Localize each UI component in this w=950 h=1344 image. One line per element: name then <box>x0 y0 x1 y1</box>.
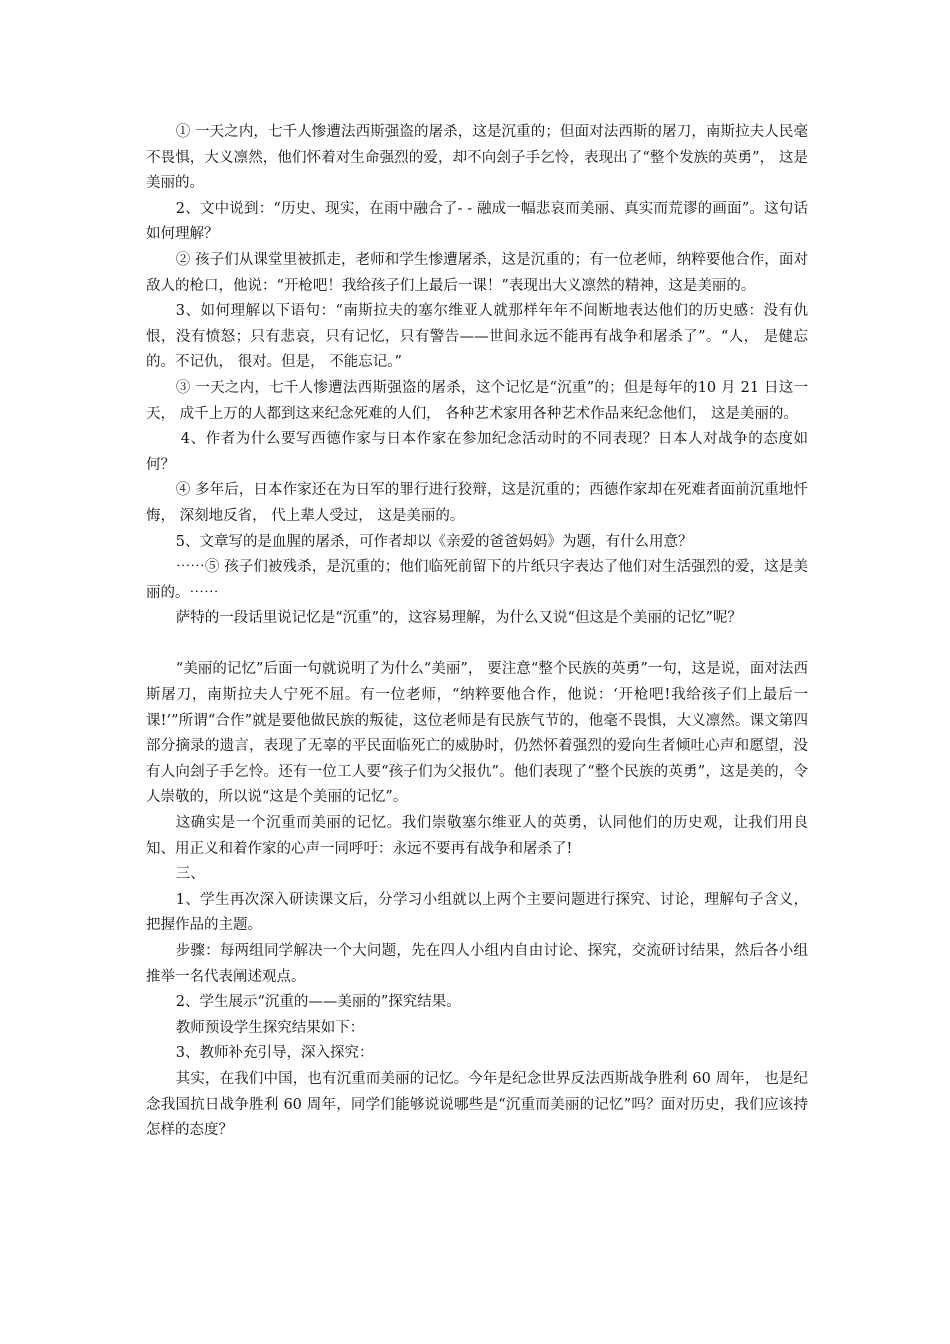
paragraph-china-memory: 其实，在我们中国，也有沉重而美丽的记忆。今年是纪念世界反法西斯战争胜利 60 周年， 也是纪念我国抗日战争胜利 60 周年，同学们能够说说哪些是“沉重而美丽的记忆”吗？面对历史，我们应该持怎样的态度？ <box>146 1070 808 1139</box>
section-heading-three: 三、 <box>175 866 205 883</box>
paragraph-answer-1: ① 一天之内，七千人惨遭法西斯强盗的屠杀，这是沉重的；但面对法西斯的屠刀，南斯拉夫人民毫不畏惧，大义凛然，他们怀着对生命强烈的爱，却不向刽子手乞怜，表现出了“整个发族的英勇”， 这是美丽的。 <box>146 124 808 192</box>
paragraph-teacher-preset: 教师预设学生探究结果如下： <box>175 1019 365 1036</box>
paragraph-step-3: 3、教师补充引导，深入探究： <box>175 1045 374 1062</box>
paragraph-answer-3: ③ 一天之内，七千人惨遭法西斯强盗的屠杀，这个记忆是“沉重”的；但是每年的10 月 21 日这一天， 成千上万的人都到这来纪念死难的人们， 各种艺术家用各种艺术作品来纪念他们， 这是美丽的。 <box>146 379 808 422</box>
paragraph-answer-5: ⋯⋯⑤ 孩子们被残杀，是沉重的；他们临死前留下的片纸只字表达了他们对生活强烈的爱，这是美丽的。⋯⋯ <box>146 559 808 601</box>
paragraph-sartre-question: 萨特的一段话里说记忆是“沉重”的，这容易理解，为什么又说“但这是个美丽的记忆”呢？ <box>175 610 742 627</box>
paragraph-answer-4: ④ 多年后，日本作家还在为日军的罪行进行狡辩，这是沉重的；西德作家却在死难者面前沉重地忏悔， 深刻地反省， 代上辈人受过， 这是美丽的。 <box>146 482 808 524</box>
paragraph-question-4: 4、作者为什么要写西德作家与日本作家在参加纪念活动时的不同表现？日本人对战争的态度如何？ <box>146 431 808 473</box>
document-page <box>146 120 808 1144</box>
paragraph-question-2: 2、文中说到：“历史、现实，在雨中融合了- - 融成一幅悲哀而美丽、真实而荒谬的画面”。这句话如何理解？ <box>146 200 808 243</box>
paragraph-step-2: 2、学生展示“沉重的——美丽的”探究结果。 <box>175 994 461 1011</box>
paragraph-conclusion: 这确实是一个沉重而美丽的记忆。我们崇敬塞尔维亚人的英勇，认同他们的历史观，让我们用良知、用正义和着作家的心声一同呼吁：永远不要再有战争和屠杀了! <box>146 815 808 857</box>
paragraph-answer-2: ② 孩子们从课堂里被抓走，老师和学生惨遭屠杀，这是沉重的；有一位老师，纳粹要他合作，面对敌人的枪口，他说：“开枪吧！我给孩子们上最后一课！”表现出大义凛然的精神，这是美丽的。 <box>146 251 808 294</box>
paragraph-procedure: 步骤：每两组同学解决一个大问题，先在四人小组内自由讨论、探究，交流研讨结果，然后各小组推举一名代表阐述观点。 <box>146 943 808 985</box>
paragraph-beautiful-memory-explanation: “美丽的记忆”后面一句就说明了为什么“美丽”， 要注意“整个民族的英勇”一句，这是说，面对法西斯屠刀，南斯拉夫人宁死不屈。有一位老师，“纳粹要他合作，他说：‘开枪吧!我给孩子们上最后一课!’”所谓“合作”就是要他做民族的叛徒，这位老师是有民族气节的，他毫不畏惧，大义凛然。课文第四部分摘录的遗言，表现了无辜的平民面临死亡的威胁时，仍然怀着强烈的爱向生者倾吐心声和愿望，没有人向刽子手乞怜。还有一位工人要“孩子们为父报仇”。他们表现了“整个民族的英勇”，这是美的，令人崇敬的，所以说“这是个美丽的记忆”。 <box>146 661 808 806</box>
paragraph-step-1: 1、学生再次深入研读课文后，分学习小组就以上两个主要问题进行探究、讨论，理解句子含义，把握作品的主题。 <box>146 891 808 934</box>
paragraph-question-3: 3、如何理解以下语句：“南斯拉夫的塞尔维亚人就那样年年不间断地表达他们的历史感：没有仇恨，没有愤怒；只有悲哀，只有记忆，只有警告——世间永远不能再有战争和屠杀了”。“人， 是健忘的。不记仇， 很对。但是， 不能忘记。” <box>146 303 808 371</box>
blank-line <box>146 632 808 658</box>
paragraph-question-5: 5、文章写的是血腥的屠杀，可作者却以《亲爱的爸爸妈妈》为题，有什么用意？ <box>175 533 693 550</box>
